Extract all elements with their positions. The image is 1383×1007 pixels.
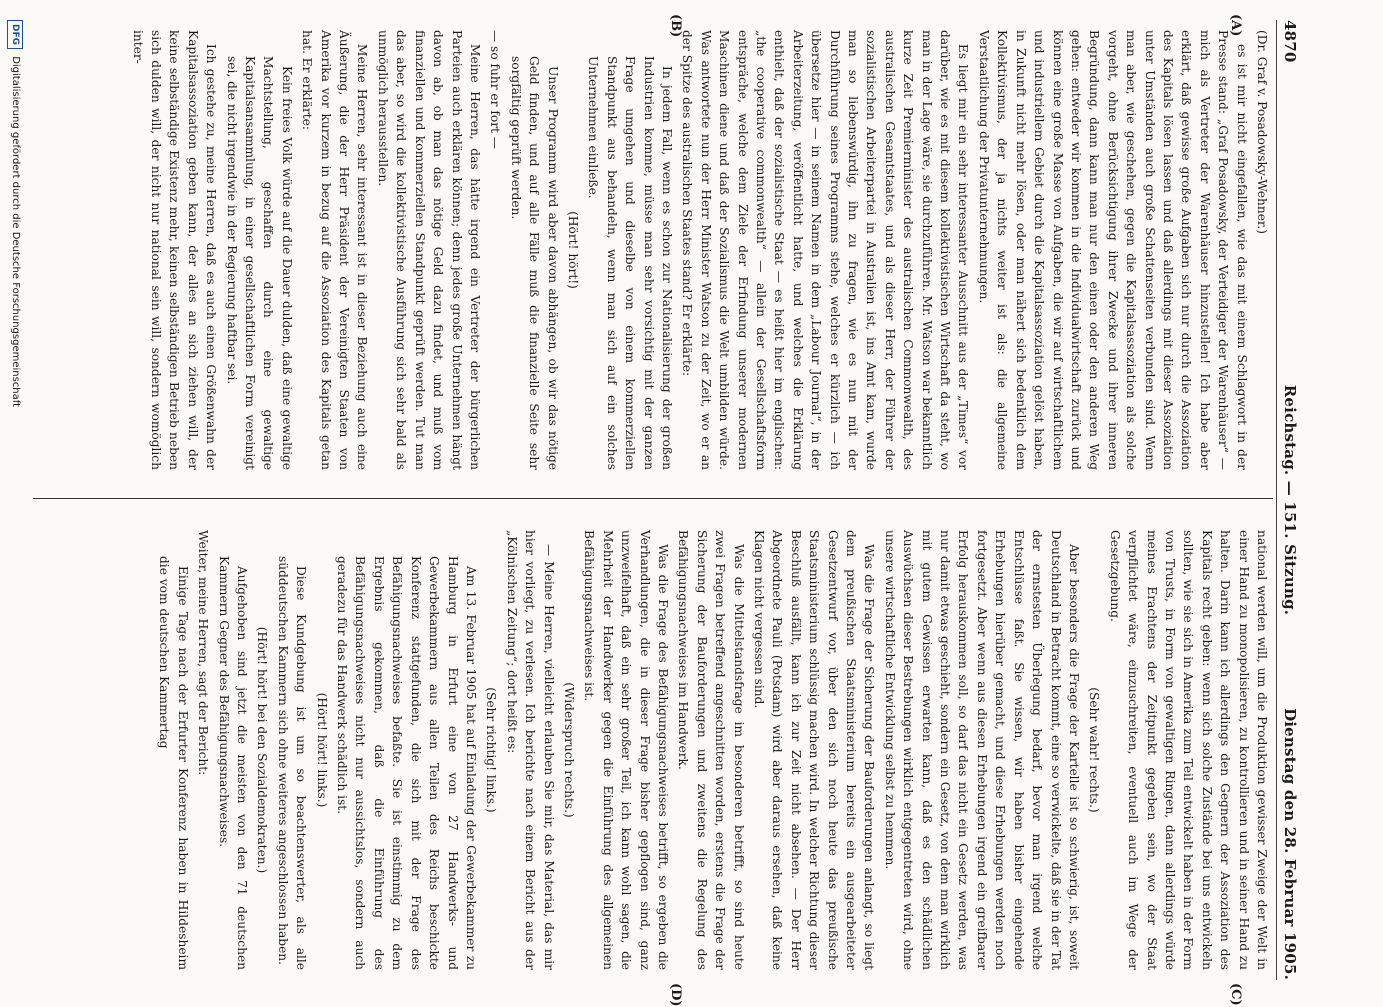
paragraph: Es liegt mir ein sehr interessanter Ausschnitt aus der „Times“ vor darüber, wie es mit diesem kollektivistischen Wirtschaft da steht, wo man in der Lage wäre, sie durchzuführen. Mr. Watson war bekanntlich kurze Zeit Premierminister des australischen Commonwealth, des australischen Gesamtstaates, und als dieser Herr, der Führer der sozialistischen Arbeiterpartei in Australien ist, ins Amt kam, wurde man so liebenswürdig, ihn zu fragen, wie es nun mit der Durchführung seines Programms stehe, welches er kürzlich — ich übersetze hier — in seinem Namen in dem „Labour Journal“, in der Arbeiterzeitung, veröffentlicht hatte, und welches die Erklärung enthielt, daß der sozialistische Staat — es heißt hier im englischen: „the cooperative commonwealth“ — allein der Gesellschaftsform entspräche, welche dem Ziele der Erfindung unserer modernen Maschinen diene und daß der Sozialismus die Welt umbilden würde. Was antwortete nun der Herr Minister Watson zu der Zeit, wo er an der Spitze des australischen Staates stand? Er erklärte:: [680, 30, 971, 470]
paragraph: Kein freies Volk würde auf die Dauer dulden, daß eine gewaltige Machtstellung, geschaffen durch eine gewaltige Kapitalsansammlung, in einer gesellschaftlichen Form vereinigt sei, die nicht irgendwie in der Regierung haftbar sei.: [224, 56, 294, 470]
margin-marker-b: (B): [668, 14, 683, 38]
paragraph: Meine Herren, sehr interessant ist in dieser Beziehung auch eine Äußerung, die der Herr Präsident der Vereinigten Staaten von Amerika vor kurzem in bezug auf die Assoziation des Kapitals getan hat. Er erklärte:: [300, 30, 370, 470]
interjection: (Hört! hört! links.): [314, 692, 329, 808]
interjection: (Sehr richtig! links.): [484, 687, 499, 813]
paragraph: Weiter, meine Herren, sagt der Bericht:: [196, 530, 211, 776]
paragraph: Diese Kundgebung ist um so beachtenswerter, als alle süddeutschen Kammern sich ohne weiteres angeschlossen haben.: [275, 556, 309, 970]
paragraph: Was die Mittelstandsfrage im besonderen betrifft, so sind heute zwei Fragen betreffend angeschnitten worden, erstens die Frage der Sicherung der Bauforderungen und zweitens die Regelung des Befähigungsnachweises im Handwerk.: [676, 530, 746, 970]
digitization-footer: [7, 20, 23, 980]
digitization-credit: Digitalisierung gefördert durch die Deutsche Forschungsgemeinschaft: [10, 56, 21, 408]
margin-marker-d: (D): [668, 983, 683, 1007]
paragraph: es ist mir nicht eingefallen, wie das mit einem Schlagwort in der Presse stand: „Graf Posadowsky, der Verteidiger der Warenhäuser“ — mich als Vertreter der Warenhäuser hinzustellen! Ich habe aber erklärt, daß gewisse große Aufgaben sich nur durch die Assoziation des Kapitals lösen lassen und daß allerdings mit dieser Assoziation unter Umständen auch große Schattenseiten verbunden sind. Wenn man aber, wie geschehen, gegen die Kapitalsassoziation als solche vorgeht, ohne Berücksichtigung ihrer Zwecke und ihrer inneren Begründung, dann kann man nur den einen oder den anderen Weg gehen: entweder wir kommen in die Individualwirtschaft zurück und können eine große Masse von Aufgaben, die wir auf wirtschaftlichem und industriellem Gebiet durch die Kapitalsassoziation gelöst haben, in Zukunft nicht mehr lösen, oder man nähert sich bedenklich dem Kollektivismus, der ja nichts weiter ist als: die allgemeine Verstaatlichung der Privatunternehmungen.: [976, 30, 1249, 470]
interjection: (Hört! hört!): [565, 211, 580, 289]
paragraph: — so fuhr er fort —: [488, 30, 503, 149]
left-column: [41, 30, 1271, 470]
paragraph: Meine Herren, das hätte irgend ein Vertreter der bürgerlichen Parteien auch erklären können; denn jedes große Unternehmen hängt davon ab, ob man das nötige Geld dazu findet, und muß vom finanziellen und kommerziellen Standpunkt geprüft werden. Tut man das aber, so wird die kollektivistische Ausführung sich sehr bald als unmöglich herausstellen.: [375, 30, 482, 470]
session-date: Dienstag den 28. Februar 1905.: [1281, 708, 1299, 980]
right-column: [41, 530, 1271, 970]
interjection: (Widerspruch rechts.): [561, 682, 576, 818]
paragraph: Einige Tage nach der Erfurter Konferenz haben in Hildesheim die vom deutschen Kammertag: [157, 556, 190, 970]
session-title: Reichstag. — 151. Sitzung.: [1281, 384, 1299, 616]
margin-marker-c: (C): [1228, 983, 1243, 1006]
paragraph: Was die Frage der Sicherung der Bauforderungen anlangt, so liegt dem preußischen Staatsministerium bereits ein ausgearbeiteter Gesetzentwurf vor, über den sich noch heute das preußische Staatsministerium schlüssig machen wird. In welcher Richtung dieser Beschluß ausfällt, kann ich zur Zeit nicht absehen. — Der Herr Abgeordnete Pauli (Potsdam) wird aber daraus ersehen, daß keine Klagen nicht vergessen sind.: [752, 530, 877, 970]
paragraph: (Dr. Graf v. Posadowsky-Wehner.): [1255, 30, 1269, 235]
paragraph: Aber besonders die Frage der Kartelle ist so schwierig, ist, soweit Deutschland in Betracht kommt, eine so verwickelte, daß sie in der Tat der ernstesten Überlegung bedarf, bevor man irgend welche Entschlüsse faßt. Sie wissen, wir haben bisher eingehende Erhebungen hierüber gemacht, und diese Erhebungen werden noch fortgesetzt. Aber wenn aus diesen Erhebungen irgend ein greifbarer Erfolg herauskommen soll, so darf das nicht ein Gesetz werden, was nur damit etwas geschieht, sondern ein Gesetz, von dem man wirklich mit gutem Gewissen erwarten kann, daß es den schädlichen Auswüchsen dieser Bestrebungen wirklich entgegentreten wird, ohne unsere wirtschaftliche Entwicklung selbst zu hemmen.: [882, 530, 1081, 970]
paragraph: Was die Frage des Befähigungsnachweises betrifft, so ergeben die Verhandlungen, die in dieser Frage bisher gepflogen sind, ganz unzweifelhaft, daß ein sehr großer Teil, ich kann wohl sagen, die Mehrheit der Handwerker gegen die Einführung des allgemeinen Befähigungsnachweises ist.: [582, 530, 670, 970]
header-rule: [1276, 20, 1277, 980]
paragraph: national werden will, um die Produktion gewisser Zweige der Welt in einer Hand zu monopolisieren, zu kontrollieren und in seiner Hand zu halten. Darin kann ich allerdings den Gegnern der Assoziation des Kapitals recht geben: wenn sich solche Zustände bei uns entwickeln sollten, wie sie sich in Amerika zum Teil entwickelt haben in der Form von Trusts, in Form von gewaltigen Ringen, dann allerdings würde meines Erachtens der Zeitpunkt gegeben sein, wo der Staat verpflichtet wäre, einzuschreiten, eventuell auch im Wege der Gesetzgebung.: [1107, 530, 1269, 970]
interjection: (Sehr wahr! rechts.): [1087, 687, 1102, 813]
paragraph: Unser Programm wird aber davon abhängen, ob wir das nötige Geld finden, und auf alle Fälle muß die finanzielle Seite sehr sorgfältig geprüft werden.: [508, 56, 560, 470]
page-number: 4870: [1281, 20, 1299, 63]
paragraph: Am 13. Februar 1905 hat auf Einladung der Gewerbekammer zu Hamburg in Erfurt eine von 27 Handwerks- und Gewerbekammern aus allen Teilen des Reichs beschickte Konferenz stattgefunden, die sich mit der Frage des Befähigungsnachweises befaßte. Sie ist einstimmig zu dem Ergebnis gekommen, daß die Einführung des Befähigungsnachweises nicht nur aussichtslos, sondern auch geradezu für das Handwerk schädlich ist.: [335, 556, 478, 970]
interjection: (Hört! hört! bei den Sozialdemokraten.): [255, 626, 270, 874]
paragraph: In jedem Fall, wenn es schon zur Nationalisierung der großen Industrien komme, müsse man sehr vorsichtig mit der ganzen Frage umgehen und dieselbe von einem kommerziellen Standpunkt aus behandeln, wenn man sich auf ein solches Unternehmen einließe.: [586, 56, 674, 470]
paragraph: Aufgehoben sind jetzt die meisten von den 71 deutschen Kammern Gegner des Befähigungsnachweises.: [216, 556, 250, 970]
paragraph: — Meine Herren, vielleicht erlauben Sie mir, das Material, das mir hier vorliegt, zu verlesen. Ich berichte nach einem Bericht aus der „Kölnischen Zeitung“; dort heißt es:: [504, 530, 556, 970]
page-header: [1279, 20, 1301, 980]
margin-marker-a: (A): [1228, 14, 1243, 37]
dfg-logo: DFG: [7, 20, 23, 49]
column-divider: [33, 498, 1273, 499]
paragraph: Ich gestehe zu, meine Herren, daß es auch einen Größenwahn der Kapitalsassoziation geben kann, der alles an sich ziehen will, der keine selbständige Existenz mehr, keinen selbständigen Betrieb neben sich dulden will, der nicht nur national sein will, sondern womöglich inter-: [130, 30, 219, 470]
